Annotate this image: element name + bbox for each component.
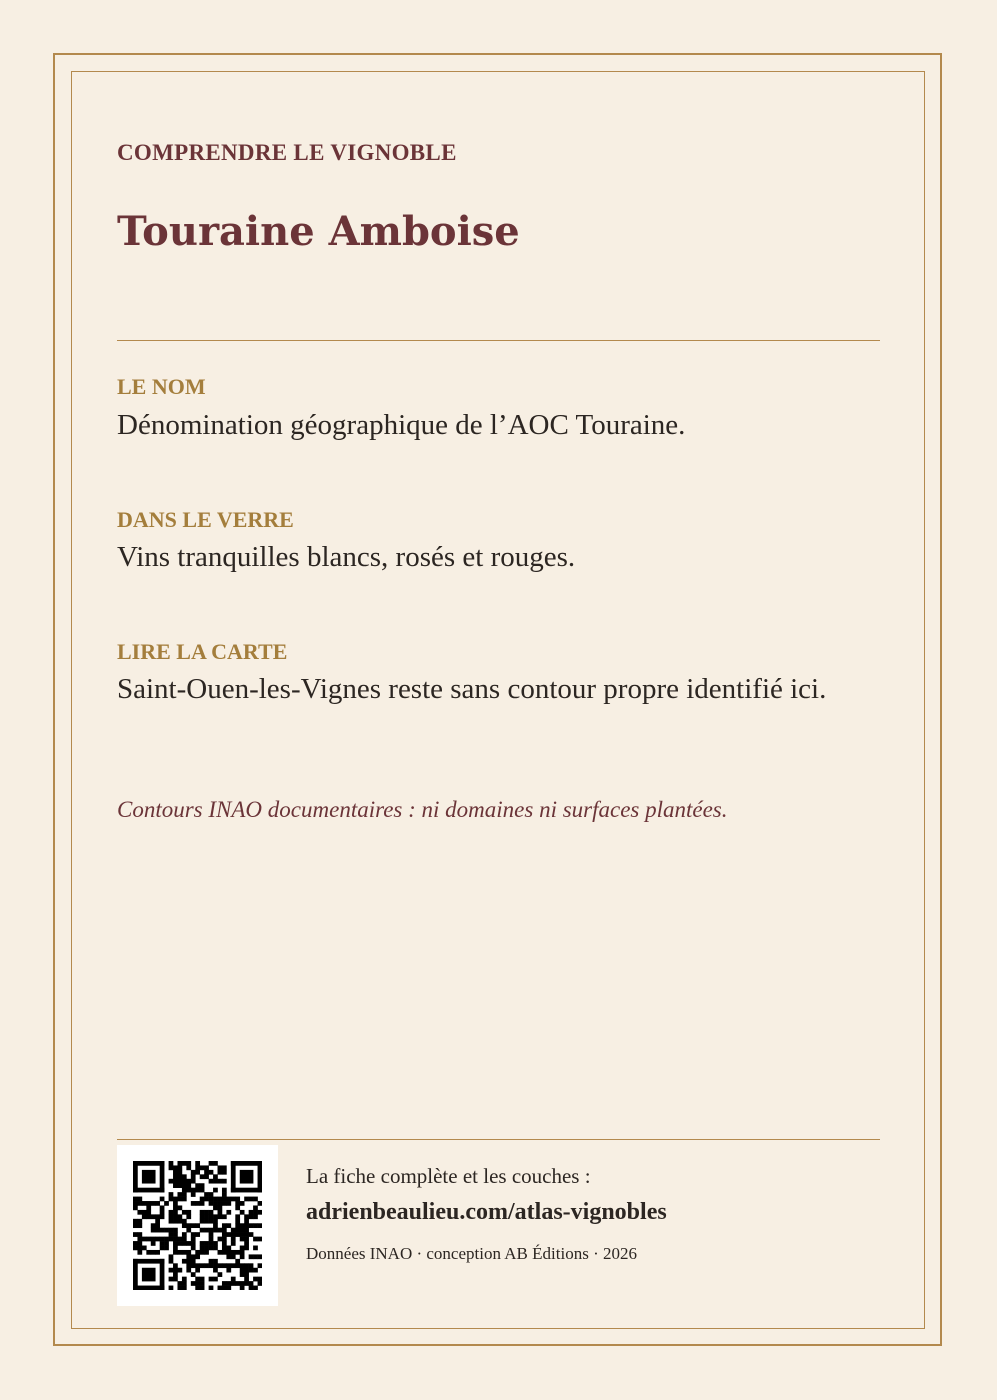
divider-bottom	[117, 1139, 880, 1140]
section-label-nom: LE NOM	[117, 374, 206, 399]
section-label-carte: LIRE LA CARTE	[117, 639, 288, 664]
qr-code-icon	[117, 1145, 278, 1306]
section-text-nom: Dénomination géographique de l’AOC Touraine.	[117, 409, 686, 441]
section-text-verre: Vins tranquilles blancs, rosés et rouges.	[117, 541, 576, 573]
section-text-carte: Saint-Ouen-les-Vignes reste sans contour propre identifié ici.	[117, 673, 827, 705]
page-title: Touraine Amboise	[117, 208, 520, 255]
footer-lead: La fiche complète et les couches :	[306, 1164, 591, 1188]
section-label-verre: DANS LE VERRE	[117, 507, 294, 532]
footer-credit: Données INAO · conception AB Éditions · 2026	[306, 1244, 637, 1263]
footer-url-link[interactable]: adrienbeaulieu.com/atlas-vignobles	[306, 1199, 667, 1225]
qr-code-graphic	[133, 1161, 262, 1290]
kicker: COMPRENDRE LE VIGNOBLE	[117, 140, 457, 165]
divider-top	[117, 340, 880, 341]
note: Contours INAO documentaires : ni domaines ni surfaces plantées.	[117, 797, 728, 822]
